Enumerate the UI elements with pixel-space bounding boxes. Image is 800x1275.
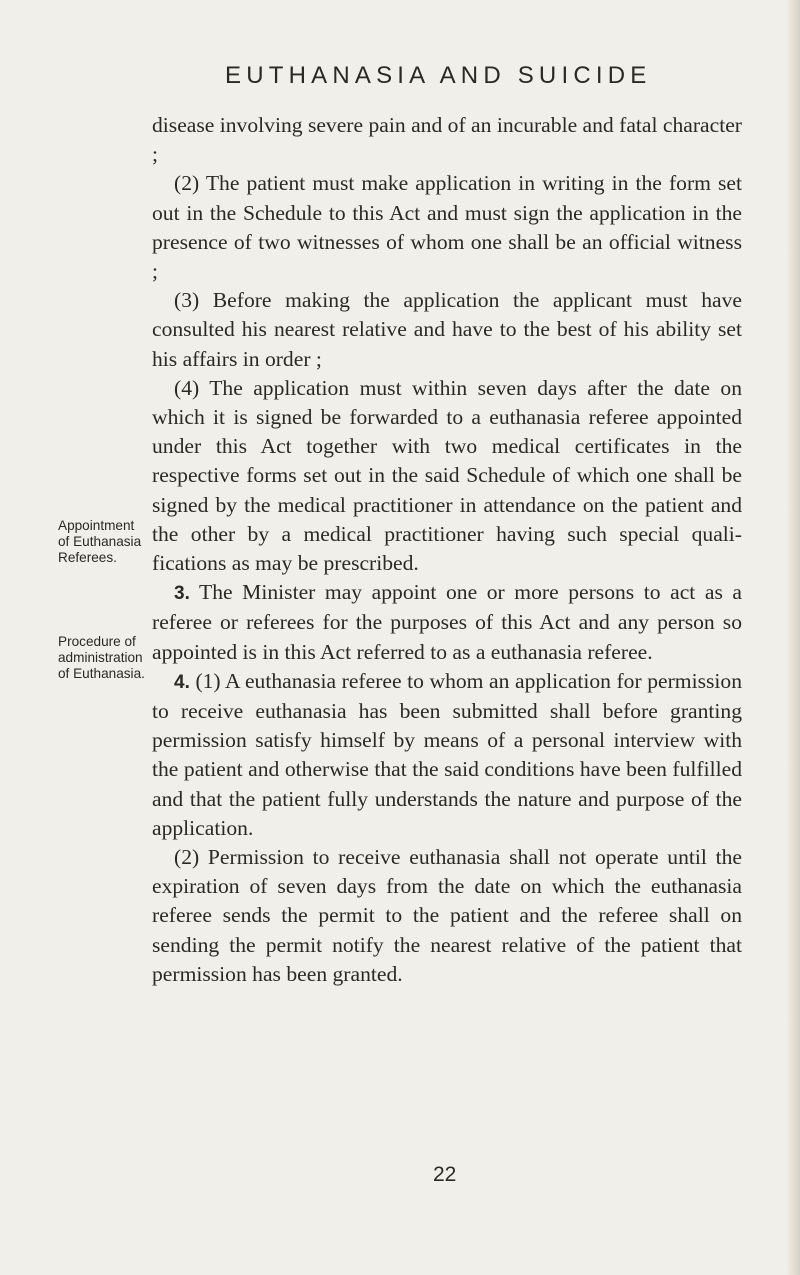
- paragraph-text: (3) Before making the application the applicant must have consulted his nearest relative and have to the best of his ability set his affairs in order ;: [152, 288, 742, 371]
- sidenote-line: Procedure of: [58, 634, 136, 649]
- paragraph-text: (4) The application must within seven days after the date on which it is signed be forwarded to a euthanasia referee appointed under this Act together with two medical certificates in the respective forms set out in the said Schedule of which one shall be signed by the medical practitioner in attendance on the patient and the other by a medical practitioner having such special qualifications as may be prescribed.: [152, 375, 742, 576]
- sidenote-line: of Euthanasia.: [58, 666, 145, 681]
- paragraph-text: The Minister may appoint one or more persons to act as a referee or referees for the purposes of this Act and any person so appointed is in this Act referred to as a euthanasia referee.: [152, 580, 743, 664]
- section-4-paragraph: [152, 667, 742, 843]
- paragraph-condition-3: [152, 286, 742, 374]
- paragraph-text: disease involving severe pain and of an incurable and fatal character ;: [152, 113, 742, 167]
- page-number: 22: [433, 1163, 457, 1186]
- paragraph-text: (1) A euthanasia referee to whom an application for permission to receive euthanasia has been submitted shall before granting permission satisfy himself by means of a personal interview with the patient and otherwise that the said conditions have been fulfilled and that the patient fully understands the nature and purpose of the application.: [152, 668, 743, 840]
- page-edge-shadow: [786, 0, 800, 1275]
- body-text: [152, 111, 742, 989]
- sidenote-line: administration: [58, 650, 143, 665]
- section-number: 4.: [174, 671, 190, 693]
- sidenote-line: Appointment: [58, 518, 135, 533]
- paragraph-continuation: [152, 111, 742, 169]
- section-3-paragraph: [152, 578, 742, 667]
- section-number: 3.: [174, 583, 190, 605]
- paragraph-text: (2) The patient must make application in writing in the form set out in the Schedule to this Act and must sign the application in the presence of two witnesses of whom one shall be an official witness ;: [152, 171, 742, 284]
- sidenote-appointment: [58, 518, 150, 566]
- sidenote-procedure: [58, 634, 150, 682]
- paragraph-condition-2: [152, 169, 742, 286]
- running-head: EUTHANASIA AND SUICIDE: [225, 62, 652, 89]
- sidenote-line: of Euthanasia: [58, 534, 142, 549]
- paragraph-condition-4: [152, 374, 742, 578]
- sidenote-line: Referees.: [58, 550, 117, 565]
- paragraph-text: (2) Permission to receive euthanasia shall not operate until the expiration of seven days from the date on which the euthanasia referee sends the permit to the patient and the referee shall on sending the permit notify the nearest relative of the patient that permission has been granted.: [152, 845, 742, 986]
- section-4-subparagraph-2: [152, 843, 742, 989]
